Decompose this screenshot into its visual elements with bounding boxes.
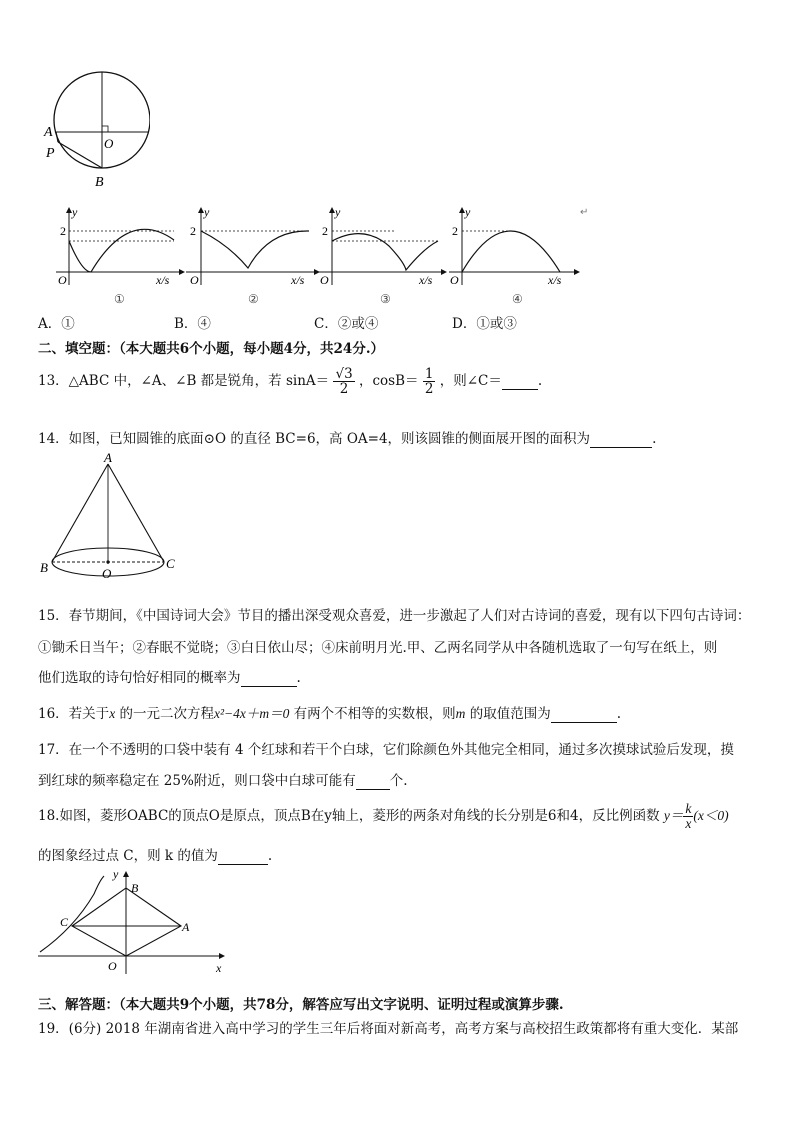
- graph-2-y: y: [204, 205, 210, 219]
- sin-fraction: $\frac{√3}{2}$: [335, 366, 353, 398]
- question-16: 16．若关于x 的一元二次方程x²−4x＋m＝0 有两个不相等的实数根，则m 的取值范围为 .: [38, 706, 622, 722]
- graph-2-o: O: [190, 273, 199, 287]
- graph-2-x: x/s: [291, 273, 305, 287]
- rhombus-label-a: A: [182, 920, 190, 934]
- answer-blank-17[interactable]: [356, 773, 390, 790]
- circle-figure: [40, 60, 150, 195]
- option-d: D．①或③: [452, 316, 517, 332]
- graph-4-x: x/s: [548, 273, 562, 287]
- option-c: C．②或④: [314, 316, 379, 332]
- graph-3-x: x/s: [419, 273, 433, 287]
- answer-blank-13[interactable]: [502, 373, 538, 390]
- question-15-line-2: ①锄禾日当午；②春眠不觉晓；③白日依山尽；④床前明月光.甲、乙两名同学从中各随机选取了一句写在纸上，则: [38, 640, 718, 656]
- answer-blank-18[interactable]: [218, 848, 268, 865]
- right-angle-mark: [102, 126, 108, 132]
- answer-blank-15[interactable]: [241, 670, 297, 687]
- question-18-line-1: 18.如图，菱形OABC的顶点O是原点，顶点B在y轴上，菱形的两条对角线的长分别是6和4，反比例函数 y＝ $\frac{k}{x}$ (x＜0): [38, 801, 729, 832]
- graph-4-o: O: [450, 273, 459, 287]
- point-o: [106, 560, 109, 563]
- graph-1-y: y: [72, 205, 78, 219]
- section2-title: 二、填空题：（本大题共6个小题，每小题4分，共24分.）: [38, 341, 385, 357]
- answer-blank-14[interactable]: [590, 431, 652, 448]
- graphs-panel: [34, 200, 594, 310]
- rhombus-label-o: O: [108, 959, 117, 973]
- cone-figure: [36, 452, 186, 582]
- graph-4-caption: ④: [512, 292, 523, 306]
- label-b: B: [95, 175, 104, 190]
- question-15-line-3: 他们选取的诗句恰好相同的概率为 .: [38, 670, 301, 686]
- rhombus-label-b: B: [131, 881, 139, 895]
- section3-title: 三、解答题：（本大题共9个小题，共78分，解答应写出文字说明、证明过程或演算步骤.: [38, 997, 564, 1013]
- graph-4-two: 2: [452, 224, 458, 238]
- graph-3-y: y: [335, 205, 341, 219]
- question-14: 14．如图，已知圆锥的底面⊙O 的直径 BC=6，高 OA=4，则该圆锥的侧面展开图的面积为 .: [38, 431, 657, 447]
- label-o: O: [104, 136, 114, 151]
- label-p: P: [46, 146, 55, 161]
- graph-3-two: 2: [322, 224, 328, 238]
- rhombus-label-x: x: [216, 961, 222, 975]
- graph-2-caption: ②: [248, 292, 259, 306]
- cone-edge-ac: [108, 464, 164, 562]
- option-b: B．④: [174, 316, 211, 332]
- answer-blank-16[interactable]: [551, 706, 617, 723]
- graph-2-two: 2: [190, 224, 196, 238]
- cone-label-c: C: [166, 556, 175, 571]
- hyperbola-branch: [40, 876, 104, 952]
- graph-1-caption: ①: [114, 292, 125, 306]
- cone-label-a: A: [104, 452, 112, 465]
- cone-edge-ab: [52, 464, 108, 562]
- graph-2: [186, 205, 319, 306]
- graph-3: [319, 205, 446, 306]
- graph-1: [56, 205, 184, 306]
- cos-fraction: $\frac{1}{2}$: [424, 366, 434, 398]
- graph-1-x: x/s: [156, 273, 170, 287]
- rhombus-figure: [34, 866, 234, 978]
- chord-pb: [58, 142, 102, 168]
- graph-1-o: O: [58, 273, 67, 287]
- cone-label-o: O: [102, 566, 112, 581]
- question-13: 13．△ABC 中，∠A、∠B 都是锐角，若 sinA＝ $\frac{√3}{2}$ ，cosB＝ $\frac{1}{2}$ ，则∠C＝ .: [38, 366, 543, 398]
- graph-1-two: 2: [60, 224, 66, 238]
- cone-label-b: B: [40, 560, 48, 575]
- k-over-x-fraction: $\frac{k}{x}$: [685, 801, 692, 832]
- graph-4-y: y: [465, 205, 471, 219]
- rhombus-label-y: y: [113, 867, 119, 881]
- question-15-line-1: 15．春节期间，《中国诗词大会》节目的播出深受观众喜爱，进一步激起了人们对古诗词的喜爱，现有以下四句古诗词：: [38, 608, 751, 624]
- graph-4: [449, 205, 579, 306]
- label-a: A: [44, 125, 53, 140]
- question-17-line-1: 17．在一个不透明的口袋中装有 4 个红球和若干个白球，它们除颜色外其他完全相同，通过多次摸球试验后发现，摸: [38, 742, 734, 758]
- question-18-line-2: 的图象经过点 C，则 k 的值为 .: [38, 848, 273, 864]
- return-mark: ↵: [580, 207, 589, 218]
- graph-3-caption: ③: [380, 292, 391, 306]
- graph-3-o: O: [320, 273, 329, 287]
- question-19: 19．(6分) 2018 年湖南省进入高中学习的学生三年后将面对新高考，高考方案与高校招生政策都将有重大变化．某部: [38, 1021, 739, 1037]
- option-a: A．①: [38, 316, 75, 332]
- question-17-line-2: 到红球的频率稳定在 25%附近，则口袋中白球可能有 个.: [38, 773, 408, 789]
- rhombus-label-c: C: [60, 915, 69, 929]
